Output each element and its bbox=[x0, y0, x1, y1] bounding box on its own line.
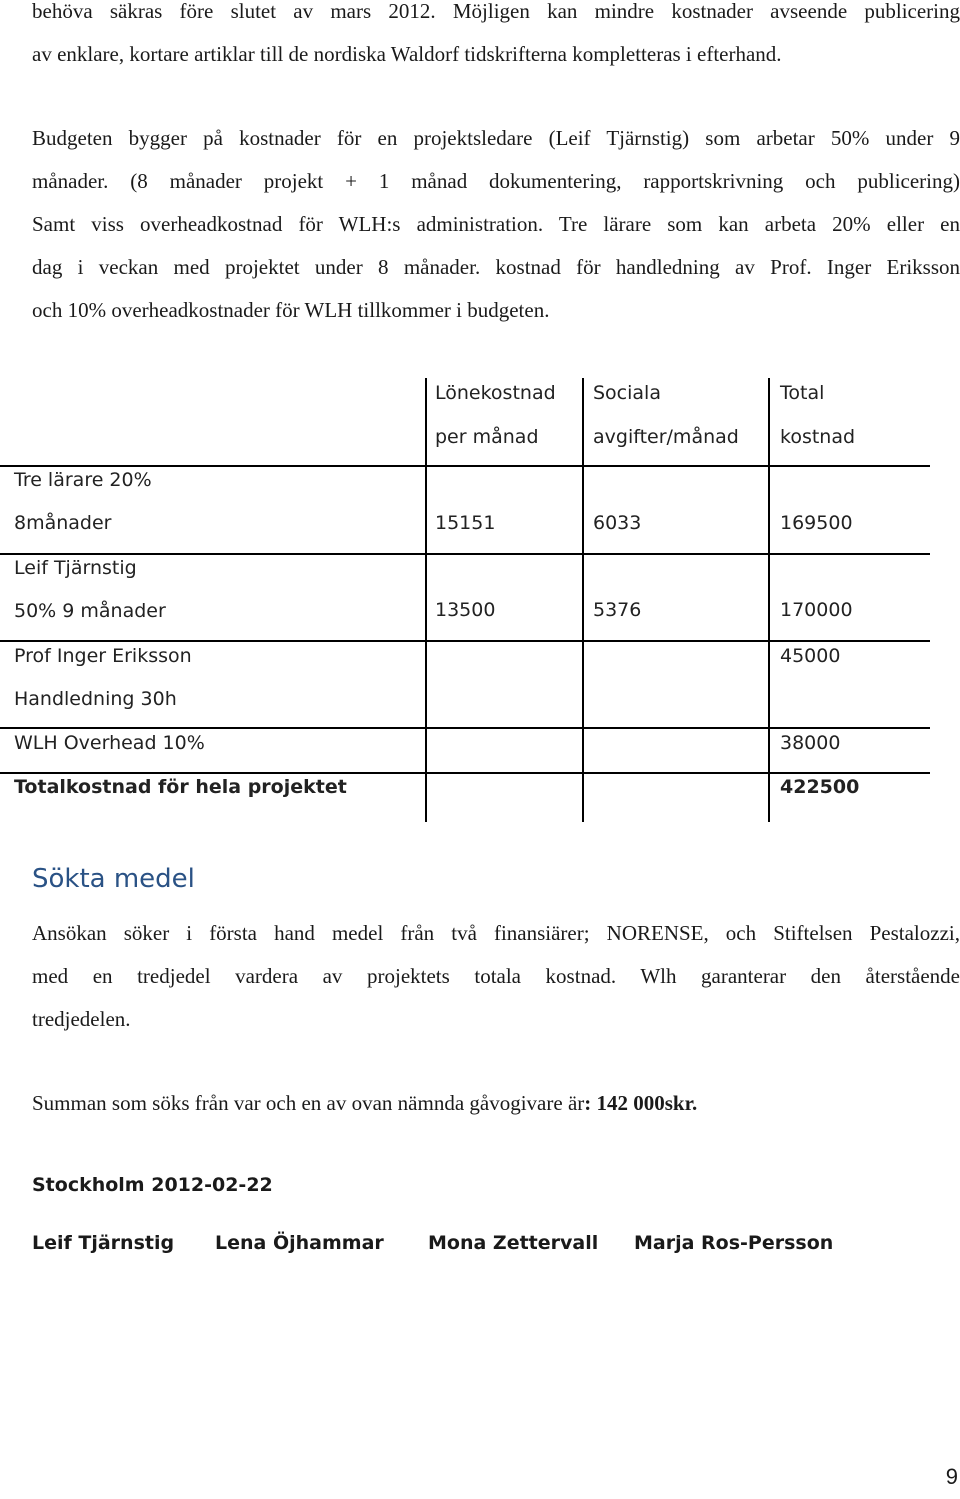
header-salary-line2: per månad bbox=[435, 426, 539, 448]
intro-paragraph bbox=[32, 0, 960, 76]
table-column-rule bbox=[768, 378, 770, 822]
amount-text: Summan som söks från var och en av ovan nämnda gåvogivare är bbox=[32, 1091, 585, 1115]
paragraph-line: månader. (8 månader projekt + 1 månad dokumentering, rapportskrivning och publicering) bbox=[32, 169, 960, 193]
signatory-name: Mona Zettervall bbox=[428, 1232, 599, 1254]
budget-description-paragraph bbox=[32, 117, 960, 332]
section-heading: Sökta medel bbox=[32, 864, 195, 894]
row-label-line2: 50% 9 månader bbox=[14, 600, 166, 622]
paragraph-line: dag i veckan med projektet under 8 månader. kostnad för handledning av Prof. Inger Eriksson bbox=[32, 255, 960, 279]
grand-total-value: 422500 bbox=[780, 776, 860, 798]
row-label-line2: 8månader bbox=[14, 512, 112, 534]
paragraph-line: tredjedelen. bbox=[32, 1007, 131, 1031]
amount-paragraph bbox=[32, 1082, 960, 1125]
row-total: 45000 bbox=[780, 645, 841, 667]
table-rule bbox=[0, 465, 930, 467]
amount-value: : 142 000skr. bbox=[584, 1091, 698, 1115]
row-total: 169500 bbox=[780, 512, 853, 534]
row-social: 5376 bbox=[593, 599, 642, 621]
row-label-line1: WLH Overhead 10% bbox=[14, 732, 205, 754]
row-social: 6033 bbox=[593, 512, 642, 534]
table-rule bbox=[0, 553, 930, 555]
header-total-line1: Total bbox=[780, 382, 825, 404]
grand-total-label: Totalkostnad för hela projektet bbox=[14, 776, 347, 798]
signatory-name: Marja Ros-Persson bbox=[634, 1232, 834, 1254]
paragraph-line: och 10% overheadkostnader för WLH tillkommer i budgeten. bbox=[32, 298, 550, 322]
table-rule bbox=[0, 772, 930, 774]
row-total: 38000 bbox=[780, 732, 841, 754]
signatory-name: Lena Öjhammar bbox=[215, 1232, 384, 1254]
header-salary-line1: Lönekostnad bbox=[435, 382, 556, 404]
row-salary: 13500 bbox=[435, 599, 496, 621]
place-date: Stockholm 2012-02-22 bbox=[32, 1174, 273, 1196]
row-label-line1: Tre lärare 20% bbox=[14, 469, 152, 491]
paragraph-line: behöva säkras före slutet av mars 2012. Möjligen kan mindre kostnader avseende publicering bbox=[32, 0, 960, 23]
budget-table bbox=[0, 372, 930, 822]
header-social-line1: Sociala bbox=[593, 382, 661, 404]
signatory-name: Leif Tjärnstig bbox=[32, 1232, 175, 1254]
header-social-line2: avgifter/månad bbox=[593, 426, 739, 448]
table-column-rule bbox=[582, 378, 584, 822]
row-label-line1: Leif Tjärnstig bbox=[14, 557, 137, 579]
page-number: 9 bbox=[945, 1464, 958, 1489]
paragraph-line: Samt viss overheadkostnad för WLH:s administration. Tre lärare som kan arbeta 20% eller en bbox=[32, 212, 960, 236]
row-total: 170000 bbox=[780, 599, 853, 621]
table-column-rule bbox=[425, 378, 427, 822]
paragraph-line: Ansökan söker i första hand medel från två finansiärer; NORENSE, och Stiftelsen Pestalozzi, bbox=[32, 921, 960, 945]
table-rule bbox=[0, 727, 930, 729]
table-rule bbox=[0, 640, 930, 642]
header-total-line2: kostnad bbox=[780, 426, 856, 448]
paragraph-line bbox=[32, 1082, 960, 1125]
row-label-line2: Handledning 30h bbox=[14, 688, 177, 710]
paragraph-line: med en tredjedel vardera av projektets totala kostnad. Wlh garanterar den återstående bbox=[32, 964, 960, 988]
row-salary: 15151 bbox=[435, 512, 496, 534]
row-label-line1: Prof Inger Eriksson bbox=[14, 645, 192, 667]
funding-paragraph bbox=[32, 912, 960, 1041]
paragraph-line: Budgeten bygger på kostnader för en projektsledare (Leif Tjärnstig) som arbetar 50% under 9 bbox=[32, 126, 960, 150]
paragraph-line: av enklare, kortare artiklar till de nordiska Waldorf tidskrifterna kompletteras i efterhand. bbox=[32, 42, 782, 66]
